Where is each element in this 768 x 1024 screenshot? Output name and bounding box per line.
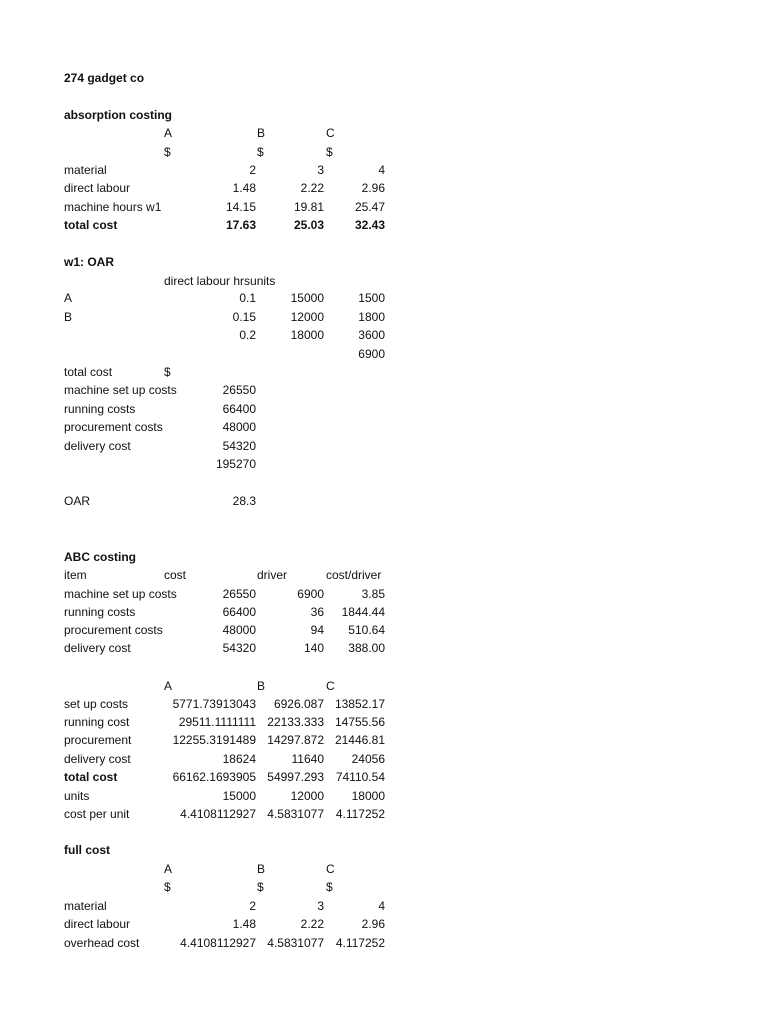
full-row-label: overhead cost (64, 936, 140, 950)
absorption-heading: absorption costing (64, 108, 172, 122)
abc-cell: 3.85 (361, 587, 385, 601)
alloc-row-label: set up costs (64, 697, 129, 711)
alloc-cell: 18000 (351, 789, 385, 803)
absorption-col-c: C (326, 126, 335, 140)
w1-cell: 1800 (358, 310, 385, 324)
w1-cell: 0.15 (232, 310, 256, 324)
alloc-cell: 15000 (222, 789, 256, 803)
absorption-cell: 2.96 (361, 181, 385, 195)
abc-cell: 48000 (222, 623, 256, 637)
full-cur-b: $ (257, 880, 264, 894)
alloc-row-label: units (64, 789, 90, 803)
absorption-total-cell: 25.03 (293, 218, 324, 232)
absorption-row-label: material (64, 163, 107, 177)
absorption-row-label: direct labour (64, 181, 131, 195)
oar-label: OAR (64, 494, 91, 508)
absorption-row-label: machine hours w1 (64, 200, 162, 214)
full-cell: 2.22 (300, 917, 324, 931)
abc-row-label: procurement costs (64, 623, 163, 637)
absorption-total-cell: 17.63 (225, 218, 256, 232)
full-row-label: direct labour (64, 917, 131, 931)
w1-cell: 18000 (290, 328, 324, 342)
w1-cell: 1500 (358, 291, 385, 305)
alloc-cell: 4.4108112927 (180, 807, 256, 821)
abc-col-cost: cost (164, 568, 187, 582)
abc-col-item: item (64, 568, 87, 582)
alloc-cell: 74110.54 (335, 770, 385, 784)
w1-cell: 3600 (358, 328, 385, 342)
alloc-cell: 4.117252 (335, 807, 385, 821)
absorption-cell: 19.81 (293, 200, 324, 214)
w1-cost-total: 195270 (215, 457, 256, 471)
alloc-cell: 13852.17 (334, 697, 385, 711)
w1-cost-item-label: delivery cost (64, 439, 131, 453)
full-cur-a: $ (164, 880, 171, 894)
full-col-a: A (164, 862, 173, 876)
w1-cell: 0.1 (239, 291, 256, 305)
document-title: 274 gadget co (64, 71, 145, 85)
abc-cell: 36 (310, 605, 324, 619)
alloc-cell: 4.5831077 (267, 807, 324, 821)
abc-cell: 26550 (222, 587, 256, 601)
absorption-cell: 14.15 (225, 200, 256, 214)
absorption-total-cell: 32.43 (354, 218, 385, 232)
w1-heading: w1: OAR (64, 255, 115, 269)
alloc-cell: 12255.3191489 (172, 733, 256, 747)
full-cell: 4 (378, 899, 385, 913)
alloc-row-label: delivery cost (64, 752, 131, 766)
absorption-cell: 4 (378, 163, 385, 177)
oar-value: 28.3 (232, 494, 256, 508)
w1-cell: 12000 (290, 310, 324, 324)
full-row-label: material (64, 899, 107, 913)
w1-hours-total: 6900 (358, 347, 385, 361)
abc-cell: 140 (303, 641, 324, 655)
absorption-cell: 2 (249, 163, 256, 177)
w1-cell: 0.2 (239, 328, 256, 342)
full-cell: 4.5831077 (267, 936, 324, 950)
alloc-col-a: A (164, 679, 173, 693)
full-col-b: B (257, 862, 266, 876)
full-cell: 3 (317, 899, 324, 913)
absorption-col-b: B (257, 126, 266, 140)
absorption-cur-c: $ (326, 145, 333, 159)
full-col-c: C (326, 862, 335, 876)
alloc-cell: 66162.1693905 (172, 770, 256, 784)
abc-row-label: machine set up costs (64, 587, 177, 601)
alloc-cell: 6926.087 (273, 697, 324, 711)
w1-row-label: B (64, 310, 73, 324)
w1-cost-item-label: machine set up costs (64, 383, 177, 397)
w1-cost-item-label: procurement costs (64, 420, 163, 434)
abc-cell: 94 (310, 623, 324, 637)
alloc-cell: 54997.293 (267, 770, 324, 784)
w1-cost-label: total cost (64, 365, 113, 379)
abc-cell: 388.00 (348, 641, 385, 655)
abc-cell: 6900 (297, 587, 324, 601)
w1-cost-item-value: 54320 (222, 439, 256, 453)
absorption-cell: 25.47 (354, 200, 385, 214)
w1-cost-item-label: running costs (64, 402, 136, 416)
alloc-row-label: running cost (64, 715, 130, 729)
absorption-cur-b: $ (257, 145, 264, 159)
full-cell: 4.117252 (335, 936, 385, 950)
absorption-cell: 1.48 (232, 181, 256, 195)
w1-subheader: direct labour hrsunits (164, 274, 276, 288)
absorption-cell: 3 (317, 163, 324, 177)
abc-row-label: delivery cost (64, 641, 131, 655)
w1-cost-item-value: 48000 (222, 420, 256, 434)
alloc-cell: 29511.1111111 (178, 715, 256, 729)
full-cell: 2 (249, 899, 256, 913)
w1-cell: 15000 (290, 291, 324, 305)
abc-row-label: running costs (64, 605, 136, 619)
absorption-cell: 2.22 (300, 181, 324, 195)
absorption-cur-a: $ (164, 145, 171, 159)
alloc-cell: 21446.81 (334, 733, 385, 747)
full-cost-heading: full cost (64, 843, 111, 857)
alloc-cell: 12000 (290, 789, 324, 803)
w1-row-label: A (64, 291, 73, 305)
alloc-row-label: procurement (64, 733, 132, 747)
alloc-col-c: C (326, 679, 335, 693)
alloc-cell: 22133.333 (267, 715, 324, 729)
abc-cell: 1844.44 (341, 605, 385, 619)
abc-cell: 54320 (222, 641, 256, 655)
absorption-col-a: A (164, 126, 173, 140)
full-cell: 2.96 (361, 917, 385, 931)
alloc-cell: 11640 (291, 752, 324, 766)
abc-heading: ABC costing (64, 550, 136, 564)
abc-cell: 66400 (222, 605, 256, 619)
absorption-total-label: total cost (64, 218, 118, 232)
abc-cell: 510.64 (348, 623, 385, 637)
alloc-total-label: total cost (64, 770, 118, 784)
full-cur-c: $ (326, 880, 333, 894)
alloc-cell: 18624 (222, 752, 256, 766)
alloc-cell: 5771.73913043 (172, 697, 256, 711)
alloc-cell: 24056 (351, 752, 385, 766)
abc-col-cost-driver: cost/driver (326, 568, 382, 582)
alloc-cell: 14297.872 (267, 733, 324, 747)
full-cell: 1.48 (232, 917, 256, 931)
abc-col-driver: driver (257, 568, 288, 582)
w1-cost-item-value: 26550 (222, 383, 256, 397)
w1-cost-item-value: 66400 (222, 402, 256, 416)
alloc-cell: 14755.56 (334, 715, 385, 729)
alloc-row-label: cost per unit (64, 807, 130, 821)
w1-cost-currency: $ (164, 365, 171, 379)
full-cell: 4.4108112927 (180, 936, 256, 950)
alloc-col-b: B (257, 679, 266, 693)
